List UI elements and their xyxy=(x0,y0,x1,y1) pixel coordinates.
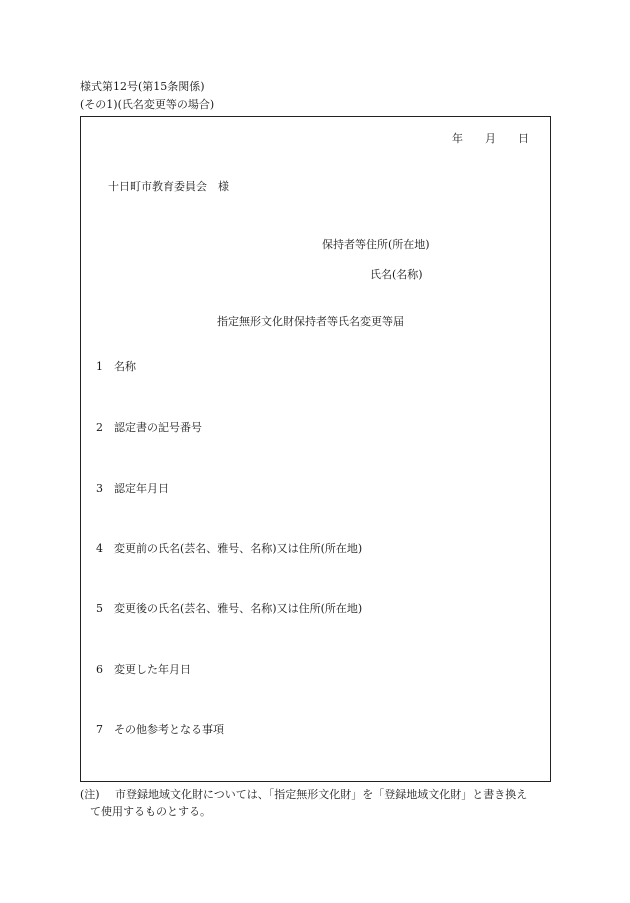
item-number: 7 xyxy=(96,723,103,736)
item-label: 名称 xyxy=(114,360,136,373)
item-label: 変更前の氏名(芸名、雅号、名称)又は住所(所在地) xyxy=(114,542,363,555)
item-number: 3 xyxy=(96,482,103,495)
note xyxy=(80,786,552,820)
item-6 xyxy=(96,663,191,677)
holder-name-label: 氏名(名称) xyxy=(370,268,423,281)
item-number: 4 xyxy=(96,542,103,555)
item-number: 5 xyxy=(96,602,103,615)
item-label: 認定年月日 xyxy=(114,482,169,495)
form-subtitle: (その1)(氏名変更等の場合) xyxy=(80,98,215,111)
holder-address-label: 保持者等住所(所在地) xyxy=(322,238,430,251)
date-line xyxy=(452,132,529,146)
item-4 xyxy=(96,542,362,556)
item-label: その他参考となる事項 xyxy=(114,723,224,736)
document-title: 指定無形文化財保持者等氏名変更等届 xyxy=(217,315,404,328)
note-text-1: 市登録地域文化財については、「指定無形文化財」を「登録地域文化財」と書き換え xyxy=(115,788,528,801)
note-line-1 xyxy=(80,786,552,803)
item-number: 1 xyxy=(96,360,103,373)
item-label: 変更後の氏名(芸名、雅号、名称)又は住所(所在地) xyxy=(114,602,363,615)
date-day-label: 日 xyxy=(518,132,529,145)
form-code: 様式第12号(第15条関係) xyxy=(80,80,205,93)
item-7 xyxy=(96,723,224,737)
date-month-label: 月 xyxy=(485,132,496,145)
item-5 xyxy=(96,602,362,616)
form-box xyxy=(80,116,551,782)
item-2 xyxy=(96,421,202,435)
item-number: 6 xyxy=(96,663,103,676)
item-1 xyxy=(96,360,136,374)
addressee: 十日町市教育委員会 様 xyxy=(108,180,229,193)
note-label: (注) xyxy=(80,788,100,801)
date-year-label: 年 xyxy=(452,132,463,145)
item-label: 認定書の記号番号 xyxy=(114,421,202,434)
item-3 xyxy=(96,482,169,496)
note-text-2: て使用するものとする。 xyxy=(90,805,211,818)
item-number: 2 xyxy=(96,421,103,434)
item-label: 変更した年月日 xyxy=(114,663,191,676)
